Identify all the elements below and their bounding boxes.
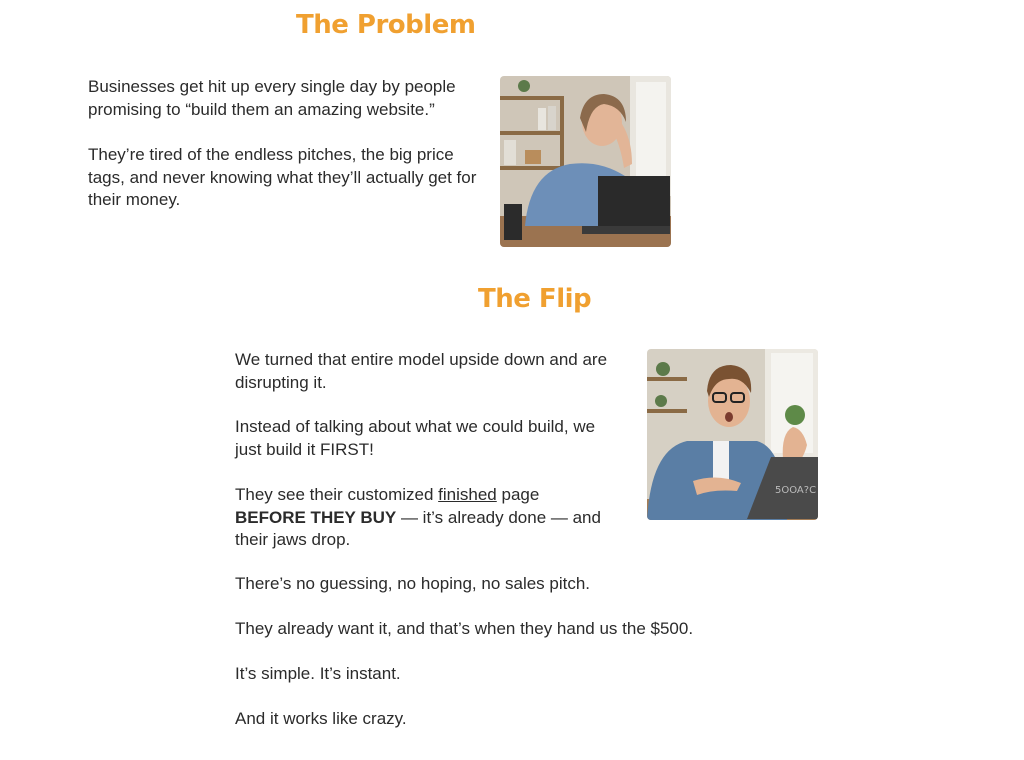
flip-paragraph-6: It’s simple. It’s instant.	[235, 664, 401, 683]
flip-paragraph-1: We turned that entire model upside down and are disrupting it.	[235, 350, 608, 392]
flip-p3-bold: BEFORE THEY BUY	[235, 507, 397, 527]
problem-heading: The Problem	[296, 10, 476, 40]
flip-p3-text-before: They see their customized	[235, 485, 439, 504]
flip-p3-underlined: finished	[438, 485, 497, 504]
flip-heading: The Flip	[478, 284, 592, 314]
excited-man-photo	[647, 349, 818, 520]
stressed-woman-photo	[500, 76, 671, 247]
flip-paragraph-7: And it works like crazy.	[235, 709, 407, 728]
flip-p3-rest: — it’s already done — and their jaws drop.	[235, 507, 601, 549]
flip-paragraph-2: Instead of talking about what we could build, we just build it FIRST!	[235, 417, 596, 459]
flip-p3-text-after: page	[496, 485, 540, 504]
problem-paragraph-2: They’re tired of the endless pitches, the big price tags, and never knowing what they’ll actually get for their money.	[88, 145, 477, 209]
laptop-text: 5OOA?C	[775, 485, 817, 496]
flip-paragraph-5: They already want it, and that’s when they hand us the $500.	[235, 619, 694, 638]
flip-paragraph-3	[235, 484, 605, 552]
problem-paragraph-1: Businesses get hit up every single day by people promising to “build them an amazing website.”	[88, 77, 456, 119]
flip-paragraph-4: There’s no guessing, no hoping, no sales pitch.	[235, 574, 591, 593]
